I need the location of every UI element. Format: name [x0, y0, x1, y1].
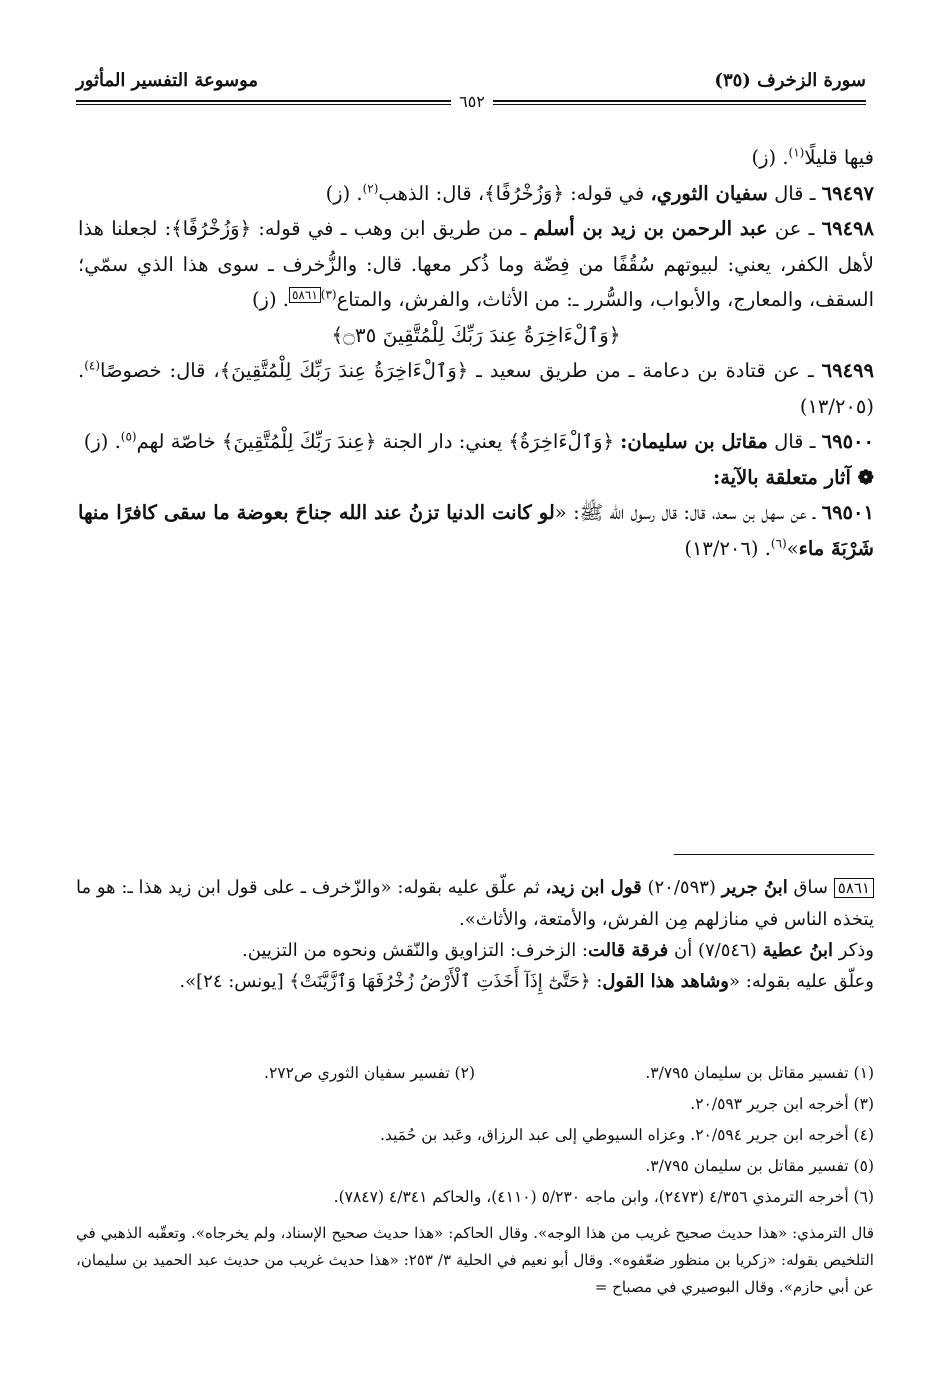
commentary-ref-box[interactable]: ٥٨٦١ [289, 287, 321, 303]
commentary-para-1: ٥٨٦١ ساق ابنُ جرير (٢٠/٥٩٣) قول ابن زيد، ثم علّق عليه بقوله: «والزّخرف ـ على قول ابن زيد هذا ـ: هو ما يتخذه الناس في منازلهم مِن الفرش، والأمتعة، والأثاث». [76, 877, 874, 930]
entry-69501: ٦٩٥٠١ ـ عن سهل بن سعد، قال: قال رسول الله ﷺ: «لو كانت الدنيا تزنُ عند الله جناحَ بعوضة ما سقى كافرًا منها شَرْبَةَ ماء»$^{(٦)}$. (١٣/٢٠٦) [78, 501, 874, 560]
footnote-row [76, 1058, 874, 1089]
footnote-6: (٦) أخرجه الترمذي ٤/٣٥٦ (٢٤٧٣)، وابن ماجه ٥/٢٣٠ (٤١١٠)، والحاكم ٤/٣٤١ (٧٨٤٧). [333, 1188, 874, 1206]
entry-69500: ٦٩٥٠٠ ـ قال مقاتل بن سليمان: ﴿وَٱلْءَاخِرَةُ﴾ يعني: دار الجنة ﴿عِندَ رَبِّكَ لِلْمُتَّقِينَ﴾ خاصّة لهم$^{(٥)}$. (ز) [83, 429, 874, 453]
ayah-heading: ﴿وَٱلْءَاخِرَةُ عِندَ رَبِّكَ لِلْمُتَّقِينَ ۝٣٥﴾ [331, 322, 621, 347]
running-header-surah: سورة الزخرف (٣٥) [714, 70, 866, 91]
footnotes [76, 1058, 874, 1213]
entry-69499: ٦٩٤٩٩ ـ عن قتادة بن دعامة ـ من طريق سعيد ـ ﴿وَٱلْءَاخِرَةُ عِندَ رَبِّكَ لِلْمُتَّقِينَ﴾، قال: خصوصًا$^{(٤)}$. (١٣/٢٠٥) [78, 358, 874, 418]
footnote-3: (٣) أخرجه ابن جرير ٢٠/٥٩٣. [690, 1095, 874, 1113]
running-header-book-title: موسوعة التفسير المأثور [76, 70, 259, 91]
footnote-1: (١) تفسير مقاتل بن سليمان ٣/٧٩٥. [645, 1064, 874, 1082]
footnote-5: (٥) تفسير مقاتل بن سليمان ٣/٧٩٥. [645, 1157, 874, 1175]
footnote-4: (٤) أخرجه ابن جرير ٢٠/٥٩٤. وعزاه السيوطي إلى عبد الرزاق، وعَبد بن حُمَيد. [380, 1126, 874, 1144]
commentary-para-2: وذكر ابنُ عطية (٧/٥٤٦) أن فرقة قالت: الزخرف: التزاويق والنّقش ونحوه من التزيين. [242, 940, 874, 961]
main-text [78, 140, 874, 566]
footnote-6-continued: قال الترمذي: «هذا حديث صحيح غريب من هذا الوجه». وقال الحاكم: «هذا حديث صحيح الإسناد، ولم يخرجاه». وتعقّبه الذهبي في التلخيص بقوله: «زكريا بن منظور ضعّفوه». وقال أبو نعيم في الحلية ٣/ ٢٥٣: «هذا حديث غريب من حديث عبد الحميد بن سليمان، عن أبي حازم». وقال البوصيري في مصباح = [76, 1224, 874, 1296]
entry-69497: ٦٩٤٩٧ ـ قال سفيان الثوري، في قوله: ﴿وَزُخْرُفًا﴾، قال: الذهب$^{(٢)}$. (ز) [325, 181, 874, 205]
section-heading: ❁ آثار متعلقة بالآية: [713, 465, 874, 489]
paragraph-continuation: فيها قليلًا$^{(١)}$. (ز) [751, 145, 874, 169]
commentary-para-3: وعلّق عليه بقوله: «وشاهد هذا القول: ﴿حَتَّىٰٓ إِذَآ أَخَذَتِ ٱلْأَرْضُ زُخْرُفَهَا وَٱزَّيَّنَتْ﴾ [يونس: ٢٤]». [179, 971, 874, 992]
page-number: ٦٥٢ [0, 92, 944, 111]
commentary-number-box: ٥٨٦١ [834, 878, 874, 898]
entry-69498: ٦٩٤٩٨ ـ عن عبد الرحمن بن زيد بن أسلم ـ من طريق ابن وهب ـ في قوله: ﴿وَزُخْرُفًا﴾: لجعلنا هذا لأهل الكفر، يعني: لبيوتهم سُقُفًا من فِضّة وما ذُكر معها. قال: والزُّخرف ـ سوى هذا الذي سمّي؛ السقف، والمعارج، والأبواب، والسُّرر ـ: من الأثاث، والفرش، والمتاع$^{(٣)٥٨٦١}$. (ز) [78, 217, 874, 311]
commentary-separator [674, 854, 874, 855]
footnote-2: (٢) تفسير سفيان الثوري ص٢٧٢. [264, 1064, 475, 1082]
commentary-block [76, 872, 874, 997]
